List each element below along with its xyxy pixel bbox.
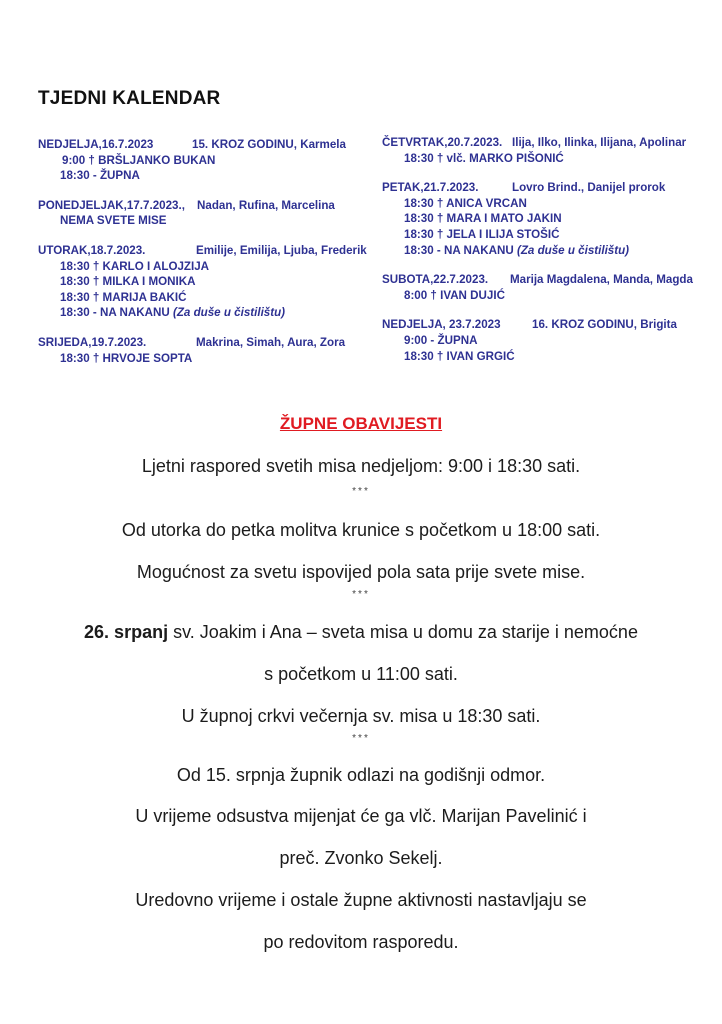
notice-office-hours: Uredovno vrijeme i ostale župne aktivnosti nastavljaju se	[135, 890, 587, 910]
mass-entry	[382, 211, 702, 227]
mass-entry-text: NEMA SVETE MISE	[60, 214, 167, 228]
mass-entry-text: 18:30 † MARA I MATO JAKIN	[404, 212, 562, 226]
notice-vacation: Od 15. srpnja župnik odlazi na godišnji odmor.	[176, 765, 546, 785]
calendar-day-saints: Marija Magdalena, Manda, Magda	[510, 273, 693, 287]
mass-entry-text: 18:30 † IVAN GRGIĆ	[404, 349, 515, 363]
calendar-day-date: PONEDJELJAK,17.7.2023.,	[38, 198, 185, 212]
mass-entry-text: 18:30 † KARLO I ALOJZIJA	[60, 259, 210, 273]
mass-entry	[382, 349, 702, 365]
mass-entry-text: 18:30 - NA NAKANU	[60, 306, 173, 320]
calendar-day	[382, 135, 702, 166]
calendar-day-date: SRIJEDA,19.7.2023.	[38, 335, 147, 349]
calendar-day-header	[38, 335, 368, 351]
mass-entry	[38, 213, 368, 229]
mass-entry	[38, 305, 368, 321]
calendar-day-date: NEDJELJA,16.7.2023	[38, 138, 154, 151]
mass-entry-note: (Za duše u čistilištu)	[516, 243, 630, 257]
notice-confession: Mogućnost za svetu ispovijed pola sata prije svete mise.	[136, 562, 586, 582]
notice-joakim-ana	[0, 622, 722, 643]
mass-entry	[382, 227, 702, 243]
calendar-day-date: PETAK,21.7.2023.	[382, 181, 479, 195]
mass-entry-text: 18:30 - NA NAKANU	[404, 243, 517, 257]
calendar-day-saints: Makrina, Simah, Aura, Zora	[196, 335, 346, 349]
mass-entry	[38, 153, 368, 169]
mass-entry-text: 18:30 † JELA I ILIJA STOŠIĆ	[404, 227, 560, 241]
mass-entry	[38, 274, 368, 290]
calendar-day	[38, 243, 368, 321]
calendar-day-saints: Ilija, Ilko, Ilinka, Ilijana, Apolinar	[512, 136, 687, 149]
calendar-day-saints: 16. KROZ GODINU, Brigita	[532, 318, 677, 332]
notice-evening-mass: U župnoj crkvi večernja sv. misa u 18:30 sati.	[181, 706, 541, 726]
separator-stars: ***	[352, 733, 370, 744]
mass-entry	[382, 151, 702, 167]
calendar-day	[382, 272, 702, 303]
mass-entry	[382, 196, 702, 212]
mass-entry-text: 18:30 † HRVOJE SOPTA	[60, 351, 193, 365]
mass-entry-text: 18:30 † MILKA I MONIKA	[60, 275, 196, 289]
mass-entry	[38, 290, 368, 306]
separator-stars: ***	[352, 589, 370, 600]
calendar-day-date: NEDJELJA, 23.7.2023	[382, 318, 501, 332]
notice-replacement-cont: preč. Zvonko Sekelj.	[279, 848, 443, 868]
notice-summer-schedule: Ljetni raspored svetih misa nedjeljom: 9:00 i 18:30 sati.	[141, 456, 581, 476]
calendar-day-header	[38, 243, 368, 259]
notice-start-time: s početkom u 11:00 sati.	[264, 664, 458, 684]
calendar-left-column	[38, 137, 368, 380]
calendar-day-header	[382, 135, 702, 151]
mass-entry-text: 18:30 † ANICA VRCAN	[404, 196, 527, 210]
calendar-day-saints: Lovro Brind., Danijel prorok	[512, 181, 666, 195]
announcements-title: ŽUPNE OBAVIJESTI	[279, 414, 443, 433]
mass-entry-text: 9:00 - ŽUPNA	[404, 333, 478, 347]
mass-entry-text: 18:30 † vlč. MARKO PIŠONIĆ	[404, 151, 564, 165]
separator-stars: ***	[352, 486, 370, 497]
notice-rosary: Od utorka do petka molitva krunice s početkom u 18:00 sati.	[121, 520, 601, 540]
page-title: TJEDNI KALENDAR	[38, 88, 221, 109]
calendar-day-header	[382, 272, 702, 288]
mass-entry	[38, 259, 368, 275]
calendar-day	[38, 198, 368, 229]
mass-entry-text: 8:00 † IVAN DUJIĆ	[404, 288, 505, 302]
calendar-day-header	[38, 137, 368, 153]
mass-entry-text: 9:00 † BRŠLJANKO BUKAN	[62, 153, 216, 167]
mass-entry	[382, 243, 702, 259]
mass-entry-note: (Za duše u čistilištu)	[172, 306, 286, 320]
calendar-day-header	[38, 198, 368, 214]
calendar-day-date: SUBOTA,22.7.2023.	[382, 273, 489, 287]
calendar-day-header	[382, 180, 702, 196]
mass-entry	[38, 351, 368, 367]
calendar-day-saints: Nadan, Rufina, Marcelina	[197, 198, 335, 212]
calendar-day-date: UTORAK,18.7.2023.	[38, 243, 146, 257]
calendar-day	[38, 335, 368, 366]
mass-entry	[38, 168, 368, 184]
notice-text: sv. Joakim i Ana – sveta misa u domu za starije i nemoćne	[168, 622, 638, 642]
calendar-day-saints: 15. KROZ GODINU, Karmela	[192, 138, 346, 151]
calendar-day-header	[382, 317, 702, 333]
mass-entry	[382, 288, 702, 304]
calendar-day-date: ČETVRTAK,20.7.2023.	[382, 136, 503, 149]
mass-entry	[382, 333, 702, 349]
notice-office-hours-cont: po redovitom rasporedu.	[263, 932, 459, 952]
notice-date: 26. srpanj	[84, 622, 169, 642]
calendar-day	[382, 317, 702, 364]
mass-entry-text: 18:30 - ŽUPNA	[60, 169, 140, 183]
calendar-day-saints: Emilije, Emilija, Ljuba, Frederik	[196, 243, 367, 257]
mass-entry-text: 18:30 † MARIJA BAKIĆ	[60, 290, 187, 304]
notice-replacement: U vrijeme odsustva mijenjat će ga vlč. Marijan Pavelinić i	[135, 806, 587, 826]
calendar-day	[38, 137, 368, 184]
calendar-right-column	[382, 135, 702, 378]
calendar-day	[382, 180, 702, 258]
